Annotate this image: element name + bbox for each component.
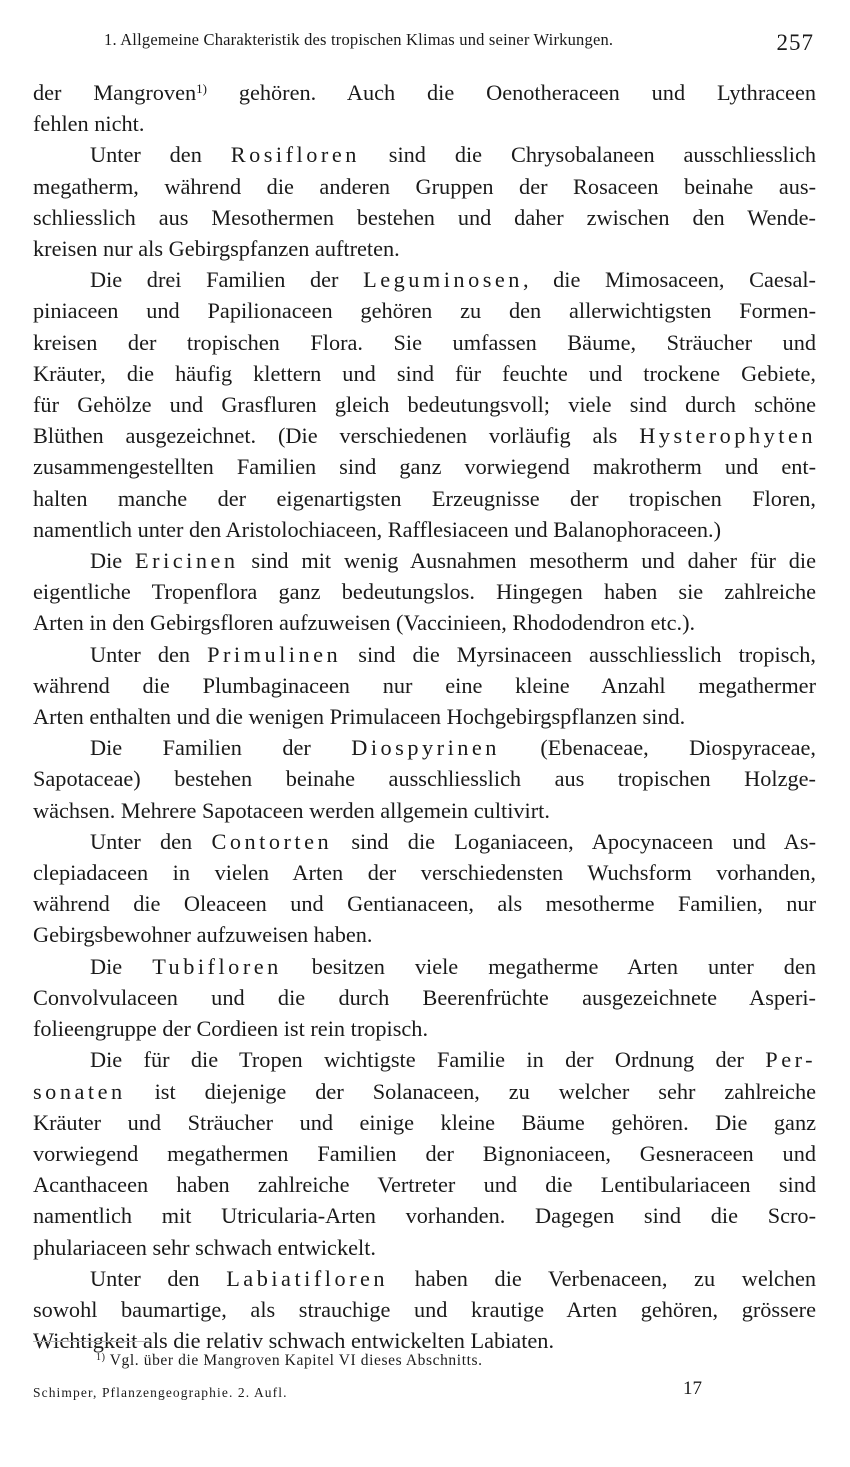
- text-run: namentlich unter den Aristolochiaceen, Rafflesiaceen und Balanophoraceen.): [33, 516, 722, 542]
- text-line: [33, 1107, 816, 1138]
- text-run: der Mangroven: [33, 80, 197, 105]
- text-run: Unter den: [90, 1265, 227, 1291]
- text-run: Unter den: [90, 828, 212, 854]
- text-run: halten manche der eigenartigsten Erzeugnisse der tropischen Floren,: [33, 485, 816, 511]
- footnote: [96, 1352, 483, 1370]
- text-run: sind die Chrysobalaneen ausschliesslich: [359, 142, 816, 168]
- text-run: Gebirgsbewohner aufzuweisen haben.: [33, 922, 373, 948]
- spaced-term: Ericinen: [135, 548, 239, 574]
- text-line: [33, 951, 816, 982]
- text-run: wächsen. Mehrere Sapotaceen werden allgemein cultivirt.: [33, 797, 550, 823]
- text-line: [33, 826, 816, 857]
- text-run: Wichtigkeit als die relativ schwach entwickelten Labiaten.: [33, 1328, 555, 1354]
- footnote-text: Vgl. über die Mangroven Kapitel VI dieses Abschnitts.: [105, 1352, 483, 1369]
- text-line: [33, 576, 816, 607]
- body-text: [33, 73, 816, 1356]
- text-run: namentlich mit Utricularia-Arten vorhanden. Dagegen sind die Scro-: [33, 1203, 816, 1229]
- text-run: folieengruppe der Cordieen ist rein tropisch.: [33, 1016, 429, 1042]
- text-run: fehlen nicht.: [33, 111, 145, 137]
- text-run: Die: [90, 548, 136, 574]
- text-line: [33, 545, 816, 576]
- text-run: megatherm, während die anderen Gruppen der Rosaceen beinahe aus-: [33, 173, 816, 199]
- spaced-term: Per-: [765, 1047, 816, 1073]
- text-run: schliesslich aus Mesothermen bestehen und daher zwischen den Wende-: [33, 204, 816, 230]
- text-line: [33, 233, 816, 264]
- text-run: kreisen der tropischen Flora. Sie umfassen Bäume, Sträucher und: [33, 329, 816, 355]
- text-line: [33, 389, 816, 420]
- sheet-number: 17: [683, 1378, 702, 1399]
- text-line: [33, 701, 816, 732]
- text-line: [33, 483, 816, 514]
- text-line: [33, 202, 816, 233]
- text-run: , die Mimosaceen, Caesal-: [522, 267, 816, 293]
- text-line: [33, 1013, 816, 1044]
- text-run: Acanthaceen haben zahlreiche Vertreter und die Lentibulariaceen sind: [33, 1172, 816, 1198]
- text-run: kreisen nur als Gebirgspfanzen auftreten.: [33, 236, 400, 262]
- text-run: gehören. Auch die Oenotheraceen und Lythraceen: [206, 80, 816, 105]
- text-run: eigentliche Tropenflora ganz bedeutungslos. Hingegen haben sie zahlreiche: [33, 579, 816, 605]
- text-line: [33, 857, 816, 888]
- text-line: [33, 1263, 816, 1294]
- text-line: [33, 732, 816, 763]
- text-line: [33, 982, 816, 1013]
- text-run: Convolvulaceen und die durch Beerenfrüchte ausgezeichnete Asperi-: [33, 984, 816, 1010]
- spaced-term: Diospyrinen: [351, 735, 500, 761]
- text-run: zusammengestellten Familien sind ganz vorwiegend makrotherm und ent-: [33, 454, 816, 480]
- text-line: [33, 171, 816, 202]
- text-run: Arten enthalten und die wenigen Primulaceen Hochgebirgspflanzen sind.: [33, 704, 686, 730]
- text-run: haben die Verbenaceen, zu welchen: [388, 1265, 816, 1291]
- text-run: Unter den: [90, 142, 231, 168]
- text-run: während die Plumbaginaceen nur eine kleine Anzahl megathermer: [33, 672, 816, 698]
- text-run: Kräuter und Sträucher und einige kleine Bäume gehören. Die ganz: [33, 1109, 816, 1135]
- text-line: [33, 420, 816, 451]
- page-header: [104, 26, 814, 56]
- text-run: Die: [90, 953, 153, 979]
- text-run: Die drei Familien der: [90, 267, 364, 293]
- text-run: Sapotaceae) bestehen beinahe ausschliesslich aus tropischen Holzge-: [33, 766, 816, 792]
- text-run: clepiadaceen in vielen Arten der verschiedensten Wuchsform vorhanden,: [33, 860, 816, 886]
- text-run: für Gehölze und Grasfluren gleich bedeutungsvoll; viele sind durch schöne: [33, 392, 816, 418]
- text-line: [33, 763, 816, 794]
- text-line: [33, 919, 816, 950]
- text-line: [33, 295, 816, 326]
- spaced-term: sonaten: [33, 1078, 126, 1104]
- text-line: [33, 1200, 816, 1231]
- text-line: [33, 1169, 816, 1200]
- text-run: sind die Myrsinaceen ausschliesslich tropisch,: [341, 641, 817, 667]
- printer-signature: Schimper, Pflanzengeographie. 2. Aufl.: [33, 1385, 288, 1400]
- spaced-term: Leguminosen: [363, 267, 523, 293]
- text-line: [33, 1294, 816, 1325]
- text-run: piniaceen und Papilionaceen gehören zu den allerwichtigsten Formen-: [33, 298, 816, 324]
- text-run: Kräuter, die häufig klettern und sind für feuchte und trockene Gebiete,: [33, 360, 816, 386]
- text-line: [33, 607, 816, 638]
- text-run: sind mit wenig Ausnahmen mesotherm und daher für die: [238, 548, 816, 574]
- text-line: [33, 264, 816, 295]
- text-line: [33, 108, 816, 139]
- text-line: [33, 358, 816, 389]
- footnote-rule: [33, 1341, 151, 1342]
- text-run: Die Familien der: [90, 735, 352, 761]
- spaced-term: Tubifloren: [152, 953, 282, 979]
- text-line: [33, 327, 816, 358]
- text-line: [33, 139, 816, 170]
- text-run: ist diejenige der Solanaceen, zu welcher sehr zahlreiche: [125, 1078, 816, 1104]
- text-line: [33, 451, 816, 482]
- text-line: [33, 1044, 816, 1075]
- text-line: [33, 73, 816, 108]
- page-number: 257: [776, 30, 814, 55]
- text-run: sowohl baumartige, als strauchige und krautige Arten gehören, grössere: [33, 1296, 816, 1322]
- text-run: sind die Loganiaceen, Apocynaceen und As-: [332, 828, 816, 854]
- footnote-marker: 1): [96, 1352, 106, 1363]
- text-run: Unter den: [90, 641, 208, 667]
- text-run: (Ebenaceae, Diospyraceae,: [499, 735, 817, 761]
- text-run: während die Oleaceen und Gentianaceen, als mesotherme Familien, nur: [33, 891, 816, 917]
- text-run: besitzen viele megatherme Arten unter den: [281, 953, 816, 979]
- text-run: Blüthen ausgezeichnet. (Die verschiedenen vorläufig als: [33, 423, 640, 449]
- text-line: [33, 888, 816, 919]
- spaced-term: Contorten: [211, 828, 333, 854]
- text-line: [33, 514, 816, 545]
- text-run: Die für die Tropen wichtigste Familie in der Ordnung der: [90, 1047, 766, 1073]
- spaced-term: Labiatifloren: [226, 1265, 389, 1291]
- text-line: [33, 1232, 816, 1263]
- footnote-ref: 1): [196, 81, 207, 96]
- text-line: [33, 670, 816, 701]
- text-line: [33, 1138, 816, 1169]
- spaced-term: Hysterophyten: [639, 423, 816, 449]
- text-run: phulariaceen sehr schwach entwickelt.: [33, 1234, 376, 1260]
- text-run: vorwiegend megathermen Familien der Bignoniaceen, Gesneraceen und: [33, 1140, 816, 1166]
- text-line: [33, 1076, 816, 1107]
- text-line: [33, 795, 816, 826]
- running-head: 1. Allgemeine Charakteristik des tropischen Klimas und seiner Wirkungen.: [104, 30, 614, 49]
- text-run: Arten in den Gebirgsfloren aufzuweisen (Vaccinieen, Rhododendron etc.).: [33, 610, 696, 636]
- text-line: [33, 639, 816, 670]
- spaced-term: Primulinen: [207, 641, 342, 667]
- spaced-term: Rosifloren: [230, 142, 360, 168]
